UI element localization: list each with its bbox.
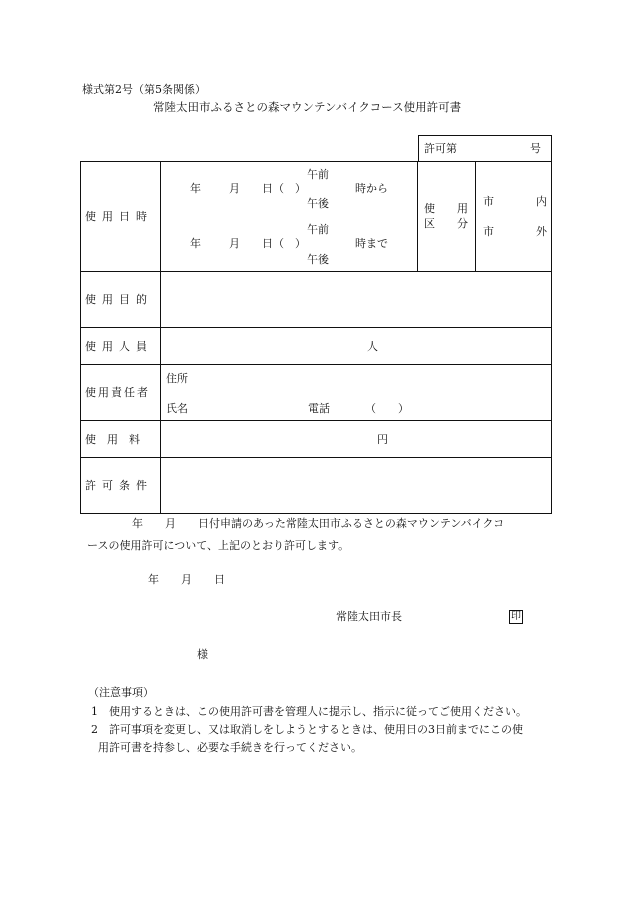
- start-year-label: 年: [190, 182, 201, 195]
- phone-label: 電話: [308, 402, 330, 415]
- permit-number-label: 許可第: [424, 142, 457, 155]
- end-time-label: 時まで: [355, 237, 388, 250]
- start-am-label: 午前: [307, 168, 329, 181]
- end-year-label: 年: [190, 237, 201, 250]
- note-2-line-1: 2 許可事項を変更し、又は取消しをしようとするときは、使用日の3日前までにこの使: [91, 723, 523, 736]
- end-am-label: 午前: [307, 223, 329, 236]
- address-label: 住所: [166, 372, 188, 385]
- note-2-line-2: 用許可書を持参し、必要な手続きを行ってください。: [98, 741, 362, 754]
- seal-mark: 印: [511, 611, 521, 622]
- permit-number-suffix: 号: [530, 142, 541, 155]
- persons-unit: 人: [367, 340, 378, 353]
- start-pm-label: 午後: [307, 197, 329, 210]
- end-month-label: 月: [229, 237, 240, 250]
- issue-date: 年 月 日: [148, 573, 225, 586]
- addressee-suffix: 様: [197, 648, 208, 661]
- permit-statement-line-2: ースの使用許可について、上記のとおり許可します。: [87, 539, 350, 552]
- end-pm-label: 午後: [307, 253, 329, 266]
- city-outside-option-1: 市: [483, 225, 494, 238]
- document-title: 常陸太田市ふるさとの森マウンテンバイクコース使用許可書: [153, 100, 462, 114]
- city-inside-option-1: 市: [483, 195, 494, 208]
- responsible-person-label: 使用責任者: [85, 386, 150, 399]
- usage-persons-label: 使用人員: [85, 340, 153, 353]
- usage-category-label-2: 区 分: [424, 217, 468, 230]
- city-inside-option-2: 内: [536, 195, 547, 208]
- permit-statement-line-1: 年 月 日付申請のあった常陸太田市ふるさとの森マウンテンバイクコ: [110, 517, 505, 530]
- fee-unit: 円: [377, 433, 388, 446]
- mayor-title: 常陸太田市長: [336, 610, 402, 623]
- name-label: 氏名: [166, 402, 188, 415]
- end-day-label: 日（ ）: [262, 237, 306, 250]
- form-number: 様式第2号（第5条関係）: [82, 83, 206, 96]
- notes-heading: （注意事項）: [88, 686, 154, 699]
- start-time-label: 時から: [355, 182, 388, 195]
- usage-category-label: 使 用: [424, 202, 468, 215]
- permit-conditions-label: 許可条件: [85, 479, 153, 492]
- start-month-label: 月: [229, 182, 240, 195]
- start-day-label: 日（ ）: [262, 182, 306, 195]
- usage-fee-label: 使 用 料: [85, 433, 140, 446]
- city-outside-option-2: 外: [536, 225, 547, 238]
- note-1: 1 使用するときは、この使用許可書を管理人に提示し、指示に従ってご使用ください。: [91, 705, 527, 718]
- usage-purpose-label: 使用目的: [85, 293, 153, 306]
- phone-parentheses: （ ）: [365, 402, 409, 415]
- usage-datetime-label: 使用日時: [85, 210, 153, 223]
